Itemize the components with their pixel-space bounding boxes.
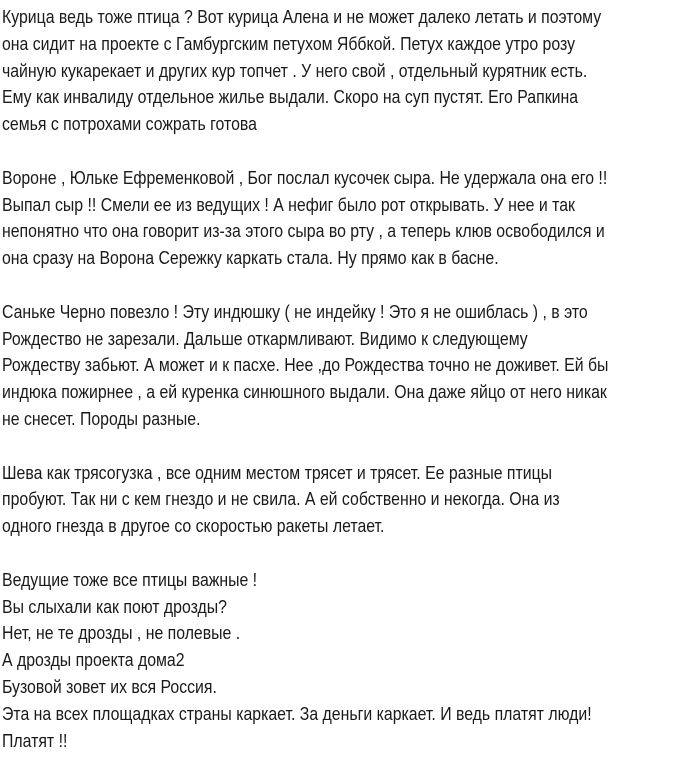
text-line: Вы слыхали как поют дрозды? <box>2 596 227 617</box>
text-line: одного гнезда в другое со скоростью ракеты летает. <box>2 516 385 537</box>
text-line: Рождеству забьют. А может и к пасхе. Нее ,до Рождества точно не доживет. Ей бы <box>2 355 609 376</box>
text-line: Нет, не те дрозды , не полевые . <box>2 623 241 644</box>
text-line: не снесет. Породы разные. <box>2 408 201 429</box>
text-line: А дрозды проекта дома2 <box>2 650 185 671</box>
paragraph-chicken <box>2 4 671 138</box>
paragraph-wagtail <box>2 460 671 540</box>
text-line: Шева как трясогузка , все одним местом трясет и трясет. Ее разные птицы <box>2 462 553 483</box>
text-line: Ведущие тоже все птицы важные ! <box>2 569 258 590</box>
text-line: она сидит на проекте с Гамбургским петухом Яббкой. Петух каждое утро розу <box>2 33 576 54</box>
paragraph-thrushes <box>2 567 671 755</box>
text-line: она сразу на Ворона Сережку каркать стала. Ну прямо как в басне. <box>2 248 499 269</box>
text-line: Платят !! <box>2 730 68 751</box>
text-line: Бузовой зовет их вся Россия. <box>2 676 217 697</box>
paragraph-crow <box>2 165 671 272</box>
paragraph-turkey <box>2 299 671 433</box>
text-line: семья с потрохами сожрать готова <box>2 114 257 135</box>
text-line: Саньке Черно повезло ! Эту индюшку ( не индейку ! Это я не ошиблась ) , в это <box>2 301 588 322</box>
article-body <box>2 4 671 781</box>
text-line: Ему как инвалиду отдельное жилье выдали. Скоро на суп пустят. Его Рапкина <box>2 87 579 108</box>
text-line: Курица ведь тоже птица ? Вот курица Алена и не может далеко летать и поэтому <box>2 7 602 27</box>
text-line: непонятно что она говорит из-за этого сыра во рту , а теперь клюв освободился и <box>2 221 605 242</box>
text-line: пробуют. Так ни с кем гнездо и не свила. А ей собственно и некогда. Она из <box>2 489 560 510</box>
text-line: Вороне , Юльке Ефременковой , Бог послал кусочек сыра. Не удержала она его !! <box>2 167 608 188</box>
text-line: Рождество не зарезали. Дальше откармливают. Видимо к следующему <box>2 328 528 349</box>
text-line: индюка пожирнее , а ей куренка синюшного выдали. Она даже яйцо от него никак <box>2 382 607 403</box>
text-line: чайную кукарекает и других кур топчет . У него свой , отдельный курятник есть. <box>2 60 588 81</box>
text-line: Выпал сыр !! Смели ее из ведущих ! А нефиг было рот открывать. У нее и так <box>2 194 575 215</box>
text-line: Эта на всех площадках страны каркает. За деньги каркает. И ведь платят люди! <box>2 703 592 724</box>
